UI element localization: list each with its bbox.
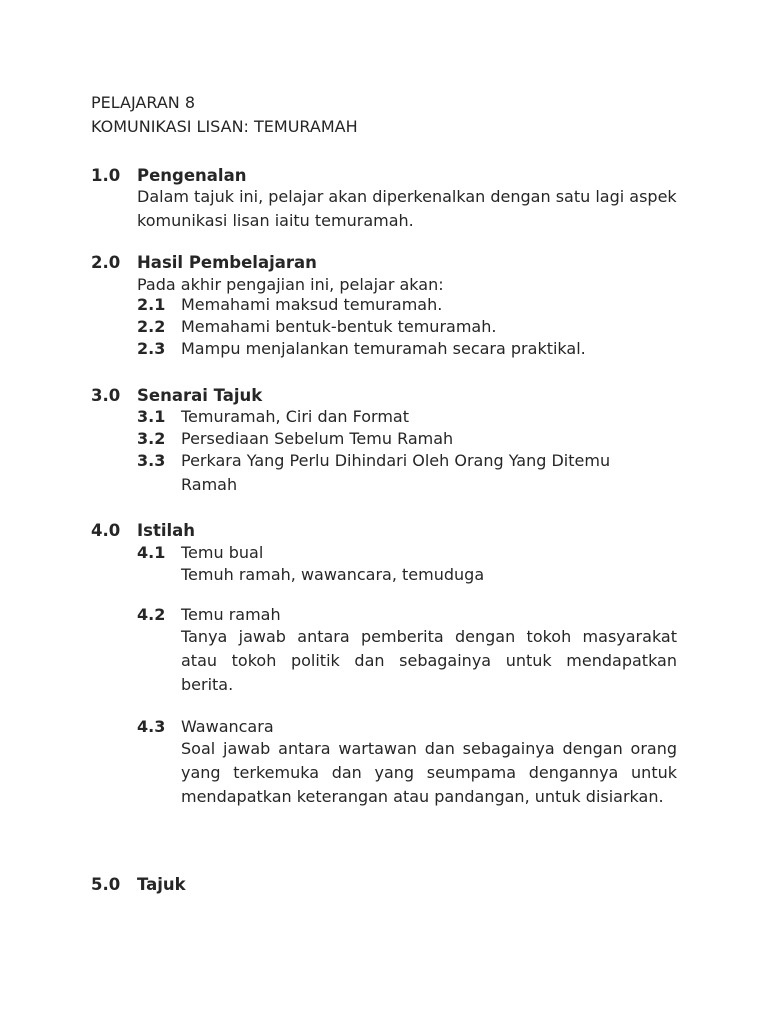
list-item-text: Memahami maksud temuramah. [181, 295, 443, 314]
list-item-number: 2.1 [137, 295, 166, 314]
list-item-number: 2.2 [137, 317, 166, 336]
section-number: 4.0 [91, 521, 121, 540]
list-item-text: Mampu menjalankan temuramah secara praktikal. [181, 339, 586, 358]
term-label: Temu bual [181, 543, 264, 562]
term-label: Wawancara [181, 717, 274, 736]
section-paragraph: Dalam tajuk ini, pelajar akan diperkenalkan dengan satu lagi aspek komunikasi lisan iaitu temuramah. [137, 187, 677, 230]
list-item-number: 2.3 [137, 339, 166, 358]
section-title: Senarai Tajuk [137, 386, 263, 405]
section-title: Pengenalan [137, 166, 247, 185]
term-definition: Tanya jawab antara pemberita dengan tokoh masyarakat atau tokoh politik dan sebagainya untuk mendapatkan berita. [181, 627, 677, 694]
section-title: Istilah [137, 521, 196, 540]
list-item-number: 3.1 [137, 407, 166, 426]
term-label: Temu ramah [181, 605, 281, 624]
list-item-text: Persediaan Sebelum Temu Ramah [181, 429, 454, 448]
section-title: Hasil Pembelajaran [137, 253, 317, 272]
lesson-number: PELAJARAN 8 [91, 93, 196, 112]
term-definition: Temuh ramah, wawancara, temuduga [181, 565, 485, 584]
section-number: 1.0 [91, 166, 121, 185]
term-number: 4.1 [137, 543, 166, 562]
section-title: Tajuk [137, 875, 186, 894]
section-number: 2.0 [91, 253, 121, 272]
term-number: 4.3 [137, 717, 166, 736]
section-number: 5.0 [91, 875, 121, 894]
list-item-number: 3.3 [137, 451, 166, 470]
list-item-text: Perkara Yang Perlu Dihindari Oleh Orang Yang Ditemu Ramah [181, 451, 611, 494]
section-number: 3.0 [91, 386, 121, 405]
term-number: 4.2 [137, 605, 166, 624]
section-paragraph: Pada akhir pengajian ini, pelajar akan: [137, 275, 444, 294]
list-item-text: Memahami bentuk-bentuk temuramah. [181, 317, 497, 336]
list-item-text: Temuramah, Ciri dan Format [181, 407, 410, 426]
lesson-title: KOMUNIKASI LISAN: TEMURAMAH [91, 117, 358, 136]
list-item-number: 3.2 [137, 429, 166, 448]
term-definition: Soal jawab antara wartawan dan sebagainya dengan orang yang terkemuka dan yang seumpama dengannya untuk mendapatkan keterangan atau pandangan, untuk disiarkan. [181, 739, 677, 806]
